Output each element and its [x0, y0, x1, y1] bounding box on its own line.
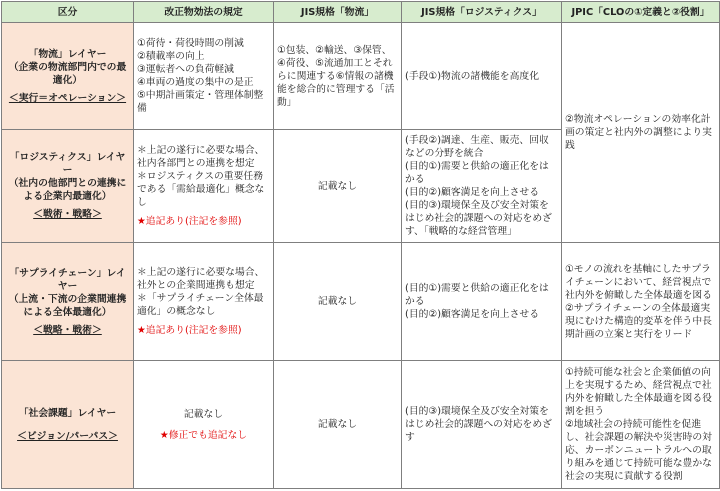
law-line: ⑤中期計画策定・管理体制整備	[137, 90, 264, 114]
category-title: 「物流」レイヤー	[28, 48, 107, 60]
law-note: ★修正でも追記なし	[159, 429, 248, 441]
header-row	[2, 2, 720, 23]
category-tag: ＜戦術・戦略＞	[33, 209, 102, 220]
category-tag: ＜ビジョン/パーパス＞	[17, 430, 118, 442]
jis-logistics-line: (目的②)顧客満足を向上させる	[405, 309, 539, 320]
law-line: ①荷待・荷役時間の削減	[137, 38, 244, 49]
jis-butsuryu-cell: 記載なし	[274, 243, 402, 361]
category-tag: ＜実行＝オペレーション＞	[8, 92, 127, 104]
category-title: 「サプライチェーン」レイヤー	[9, 267, 126, 292]
law-cell	[134, 361, 274, 489]
jis-logistics-line: (目的③)環境保全及び安全対策をはじめ社会的課題への対応をめざす	[405, 406, 552, 443]
law-note: ★追記あり(注記を参照)	[137, 325, 242, 336]
jpic-line: ①持続可能な社会と企業価値の向上を実現するため、経営視点で社内外を俯瞰した全体最適を図る役割を担う	[565, 367, 712, 417]
jis-logistics-line: (目的①)需要と供給の適正化をはかる	[405, 161, 549, 185]
jis-butsuryu-cell: 記載なし	[274, 361, 402, 489]
category-cell	[2, 243, 134, 361]
jpic-cell	[562, 243, 720, 361]
comparison-table	[1, 1, 720, 489]
category-title: 「社会課題」レイヤー	[18, 407, 117, 419]
category-cell	[2, 130, 134, 243]
law-line: ＊ロジスティクスの重要任務である「需給最適化」概念なし	[137, 171, 265, 208]
jpic-cell	[562, 361, 720, 489]
law-line: ＊「サプライチェーン全体最適化」の概念なし	[137, 293, 264, 317]
law-note: ★追記あり(注記を参照)	[137, 216, 242, 227]
jpic-line: ①モノの流れを基軸にしたサプライチェーンにおいて、経営視点で社内外を俯瞰した全体最適を図る	[565, 263, 712, 301]
law-line: ③運転者への負荷軽減	[137, 64, 234, 75]
jis-logistics-cell	[402, 130, 562, 243]
header-jis-logistics: JIS規格「ロジスティクス」	[402, 2, 562, 23]
jpic-cell: ②物流オペレーションの効率化計画の策定と社内外の調整により実践	[562, 23, 720, 243]
jis-logistics-line: (手段①)物流の諸機能を高度化	[405, 70, 539, 82]
jis-logistics-line: (目的②)顧客満足を向上させる	[405, 187, 539, 198]
law-cell	[134, 130, 274, 243]
table-row	[2, 23, 720, 130]
category-tag: ＜戦略・戦術＞	[33, 324, 102, 336]
category-cell	[2, 361, 134, 489]
category-title: 「ロジスティクス」レイヤー	[9, 152, 126, 176]
jis-butsuryu-cell: ①包装、②輸送、③保管、④荷役、⑤流通加工とそれらに関連する⑥情報の諸機能を総合的に管理する「活動」	[274, 23, 402, 130]
law-line: ②積載率の向上	[137, 51, 205, 62]
category-subtitle: （社内の他部門との連携による企業内最適化）	[8, 178, 127, 202]
jpic-line: ②サプライチェーンの全体最適実現にむけた構造的変革を伴う中長期計画の立案と実行をリード	[565, 302, 712, 340]
jis-logistics-cell	[402, 361, 562, 489]
jis-logistics-cell	[402, 243, 562, 361]
jis-logistics-line: (目的③)環境保全及び安全対策をはじめ社会的課題への対応をめざす、「戦略的な経営管理」	[405, 200, 552, 237]
category-subtitle: （企業の物流部門内での最適化）	[8, 61, 127, 86]
category-subtitle: （上流・下流の企業間連携による全体最適化）	[8, 293, 127, 318]
header-jis-butsuryu: JIS規格「物流」	[274, 2, 402, 23]
header-category: 区分	[2, 2, 134, 23]
table-row	[2, 361, 720, 489]
jis-logistics-cell	[402, 23, 562, 130]
jis-logistics-line: (目的①)需要と供給の適正化をはかる	[405, 283, 549, 307]
law-cell	[134, 23, 274, 130]
jpic-line: ②地域社会の持続可能性を促進し、社会課題の解決や災害時の対応、カーボンニュートラルへの取り組みを通じて持続可能な豊かな社会の実現に貢献する役割	[565, 419, 712, 482]
law-line: ＊上記の遂行に必要な場合、社外との企業間連携も想定	[137, 267, 265, 291]
law-line: ④車両の過度の集中の是正	[137, 77, 254, 88]
law-line: ＊上記の遂行に必要な場合、社内各部門との連携を想定	[137, 145, 265, 169]
header-jpic: JPIC「CLOの①定義と②役割」	[562, 2, 720, 23]
header-law: 改正物効法の規定	[134, 2, 274, 23]
jis-butsuryu-cell: 記載なし	[274, 130, 402, 243]
category-cell	[2, 23, 134, 130]
law-line: 記載なし	[183, 408, 224, 420]
table-row	[2, 243, 720, 361]
jis-logistics-line: (手段②)調達、生産、販売、回収などの分野を統合	[405, 135, 549, 159]
law-cell	[134, 243, 274, 361]
